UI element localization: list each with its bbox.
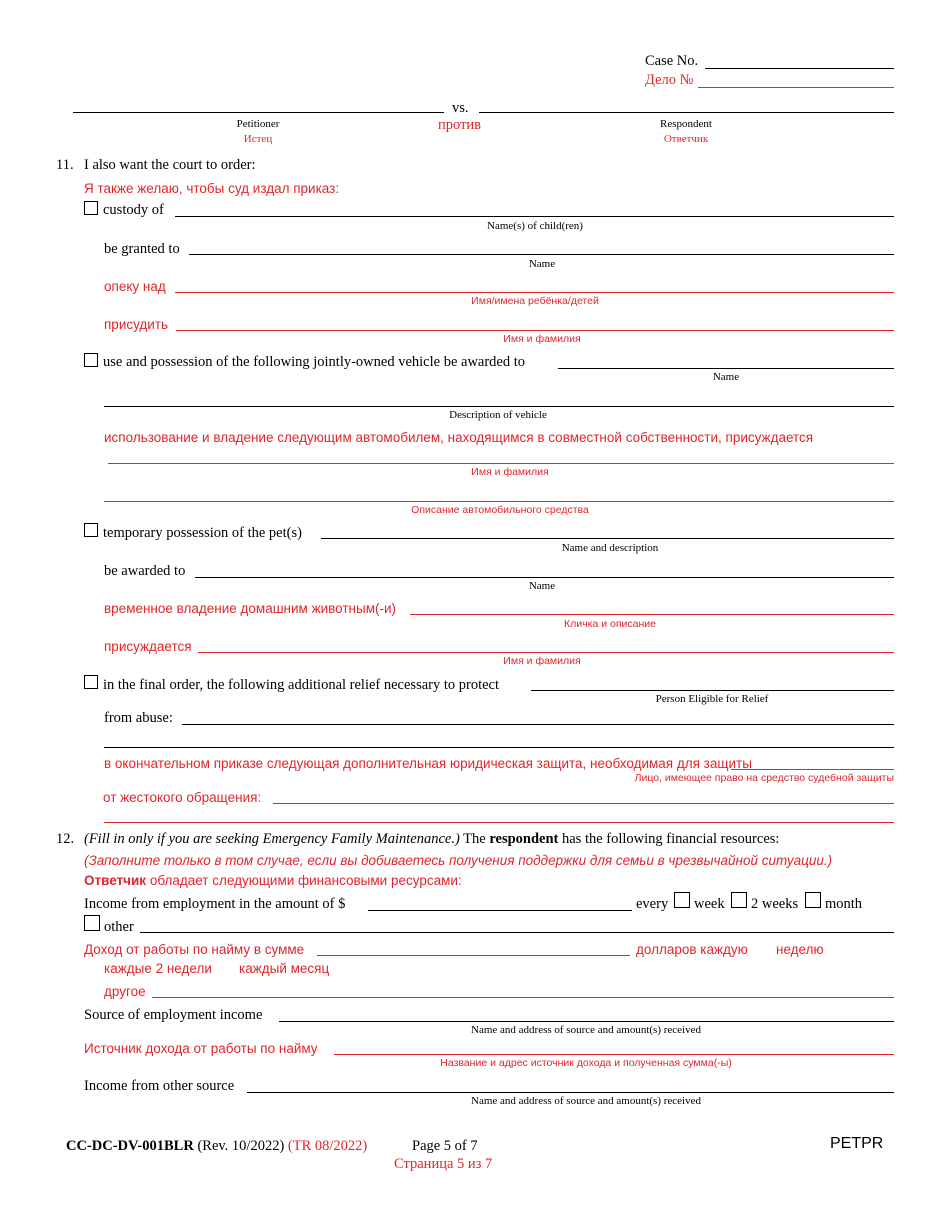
relief-person-caption: Person Eligible for Relief: [655, 693, 769, 705]
two-weeks-label: 2 weeks: [751, 896, 799, 912]
award-caption-ru: Имя и фамилия: [503, 333, 581, 345]
award-field-ru[interactable]: [176, 330, 894, 331]
pets-field[interactable]: [321, 538, 894, 539]
item-11-title-ru: Я также желаю, чтобы суд издал приказ:: [84, 181, 340, 196]
footer-rev: (Rev. 10/2022): [197, 1138, 285, 1154]
item-12-intro: [84, 830, 779, 848]
pets-awarded-label: be awarded to: [104, 563, 186, 579]
relief-checkbox[interactable]: [84, 675, 98, 689]
vehicle-description-field-ru[interactable]: [104, 501, 894, 502]
granted-to-field[interactable]: [189, 254, 894, 255]
petitioner-caption-ru: Истец: [243, 133, 273, 145]
relief-label: in the final order, the following additional relief necessary to protect: [103, 677, 500, 693]
case-no-field-ru[interactable]: [698, 87, 894, 88]
item-12-intro-ru-rest: обладает следующими финансовыми ресурсами:: [146, 873, 462, 888]
source-field-ru[interactable]: [334, 1054, 894, 1055]
from-abuse-label: from abuse:: [104, 710, 173, 726]
custody-children-caption-ru: Имя/имена ребёнка/детей: [471, 295, 599, 307]
footer-form-code: CC-DC-DV-001BLR: [66, 1138, 194, 1154]
vehicle-label: use and possession of the following jointly-owned vehicle be awarded to: [103, 354, 526, 370]
other-source-label: Income from other source: [84, 1078, 235, 1094]
vehicle-description-field[interactable]: [104, 406, 894, 407]
two-weeks-label-ru: каждые 2 недели: [104, 961, 212, 976]
vehicle-name-caption: Name: [712, 371, 740, 383]
other-source-caption: Name and address of source and amount(s) received: [471, 1095, 701, 1107]
month-label-ru: каждый месяц: [239, 961, 330, 976]
petitioner-caption: Petitioner: [236, 118, 280, 130]
pets-label: temporary possession of the pet(s): [103, 525, 302, 541]
other-checkbox[interactable]: [84, 915, 100, 931]
source-field[interactable]: [279, 1021, 894, 1022]
custody-checkbox[interactable]: [84, 201, 98, 215]
relief-person-field[interactable]: [531, 690, 894, 691]
case-no-field[interactable]: [705, 68, 894, 69]
footer-page: Page 5 of 7: [412, 1138, 478, 1154]
respondent-field[interactable]: [479, 112, 894, 113]
source-caption-ru: Название и адрес источник дохода и полученная сумма(-ы): [440, 1057, 732, 1069]
pets-caption: Name and description: [561, 542, 659, 554]
relief-person-caption-ru: Лицо, имеющее право на средство судебной защиты: [634, 772, 894, 784]
vehicle-checkbox[interactable]: [84, 353, 98, 367]
respondent-caption-ru: Ответчик: [663, 133, 709, 145]
from-abuse-field-ru-1[interactable]: [273, 803, 894, 804]
vs-label-ru: против: [438, 117, 482, 133]
other-field[interactable]: [140, 932, 894, 933]
from-abuse-field-ru-2[interactable]: [104, 822, 894, 823]
case-no-label-ru: Дело №: [645, 72, 694, 88]
footer-form-id: [66, 1137, 367, 1155]
item-12-intro-italic: (Fill in only if you are seeking Emergency Family Maintenance.): [84, 831, 460, 847]
vehicle-name-field-ru[interactable]: [108, 463, 894, 464]
vs-label: vs.: [452, 100, 469, 116]
award-label-ru: присудить: [104, 317, 169, 332]
relief-person-field-ru[interactable]: [731, 769, 894, 770]
case-no-label: Case No.: [645, 53, 699, 69]
pets-checkbox[interactable]: [84, 523, 98, 537]
income-label-ru: Доход от работы по найму в сумме: [84, 942, 305, 957]
item-12-intro-the: The: [463, 831, 486, 847]
respondent-caption: Respondent: [660, 118, 712, 130]
item-12-intro-ru-respondent: Ответчик: [84, 873, 147, 888]
pets-awarded-field-ru[interactable]: [198, 652, 894, 653]
custody-children-field[interactable]: [175, 216, 894, 217]
custody-label-ru: опеку над: [104, 279, 166, 294]
from-abuse-label-ru: от жестокого обращения:: [103, 790, 262, 805]
dollars-each-label-ru: долларов каждую: [636, 942, 748, 957]
other-label-ru: другое: [104, 984, 146, 999]
other-label: other: [104, 919, 134, 935]
month-label: month: [825, 896, 863, 912]
petitioner-field[interactable]: [73, 112, 444, 113]
granted-to-caption: Name: [528, 258, 556, 270]
pets-label-ru: временное владение домашним животным(-и): [104, 601, 397, 616]
vehicle-description-caption-ru: Описание автомобильного средства: [411, 504, 589, 516]
relief-label-ru: в окончательном приказе следующая дополнительная юридическая защита, необходимая для защиты: [104, 756, 752, 771]
pets-field-ru[interactable]: [410, 614, 894, 615]
item-12-intro-rest: has the following financial resources:: [562, 831, 780, 847]
item-11-number: 11.: [56, 157, 74, 173]
from-abuse-field-2[interactable]: [104, 747, 894, 748]
pets-caption-ru: Кличка и описание: [564, 618, 656, 630]
pets-awarded-caption-ru: Имя и фамилия: [503, 655, 581, 667]
footer-tr: (TR 08/2022): [287, 1138, 368, 1154]
item-12-intro-ru-italic: (Заполните только в том случае, если вы добиваетесь получения поддержки для семьи в чрезвычайной ситуации.): [84, 853, 833, 868]
vehicle-name-caption-ru: Имя и фамилия: [471, 466, 549, 478]
every-label: every: [636, 896, 669, 912]
income-amount-field-ru[interactable]: [317, 955, 630, 956]
week-label-ru: неделю: [776, 942, 824, 957]
month-checkbox[interactable]: [805, 892, 821, 908]
footer-page-ru: Страница 5 из 7: [394, 1156, 493, 1172]
source-label-ru: Источник дохода от работы по найму: [84, 1041, 318, 1056]
source-label: Source of employment income: [84, 1007, 263, 1023]
vehicle-name-field[interactable]: [558, 368, 894, 369]
income-amount-field[interactable]: [368, 910, 632, 911]
week-checkbox[interactable]: [674, 892, 690, 908]
custody-children-caption: Name(s) of child(ren): [487, 220, 583, 232]
pets-awarded-label-ru: присуждается: [104, 639, 192, 654]
granted-to-label: be granted to: [104, 241, 180, 257]
item-12-intro-ru: [84, 872, 462, 890]
item-11-title: I also want the court to order:: [84, 157, 256, 173]
from-abuse-field-1[interactable]: [182, 724, 894, 725]
income-label: Income from employment in the amount of $: [84, 896, 346, 912]
custody-label: custody of: [103, 202, 164, 218]
source-caption: Name and address of source and amount(s) received: [471, 1024, 701, 1036]
other-source-field[interactable]: [247, 1092, 894, 1093]
vehicle-description-caption: Description of vehicle: [449, 409, 547, 421]
item-12-intro-respondent: respondent: [489, 831, 559, 847]
pets-awarded-caption: Name: [528, 580, 556, 592]
pets-awarded-field[interactable]: [195, 577, 894, 578]
week-label: week: [694, 896, 725, 912]
item-12-number: 12.: [56, 831, 75, 847]
other-field-ru[interactable]: [152, 997, 894, 998]
footer-code: PETPR: [830, 1135, 884, 1152]
custody-children-field-ru[interactable]: [175, 292, 894, 293]
two-weeks-checkbox[interactable]: [731, 892, 747, 908]
vehicle-label-ru: использование и владение следующим автомобилем, находящимся в совместной собственности, присуждается: [104, 430, 814, 445]
